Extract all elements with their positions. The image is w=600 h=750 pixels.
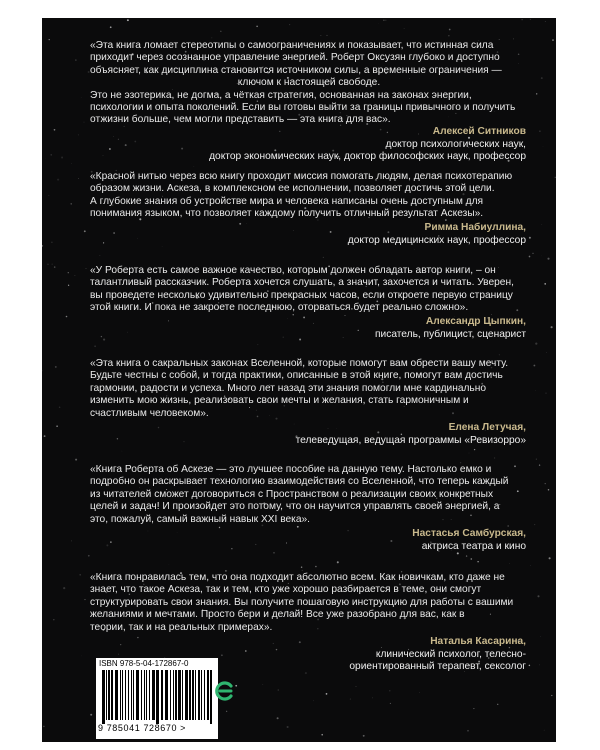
author-6 [349,636,526,674]
author-role: доктор психологических наук, [385,138,526,150]
quote-line: талантливый рассказчик. Роберта хочется слушать, а значит, захочется и читать. Уверен, [90,277,514,289]
quote-line: психологии и опыта поколений. Если вы готовы выйти за границы привычного и получить [90,102,516,114]
quote-line: этой книги. И пока не закроете последнюю, оторваться будет реально сложно». [90,302,469,314]
quote-line: объясняет, как дисциплина становится источником силы, а временные ограничения — [90,64,502,76]
author-name: Александр Цыпкин, [425,316,526,327]
quote-line: «У Роберта есть самое важное качество, которым должен обладать автор книги, – он [90,265,496,276]
author-role: доктор медицинских наук, профессор [347,234,526,246]
author-role: клинический психолог, телесно- [375,648,526,660]
quote-line: знает, что такое Аскеза, так и тем, кто уже хорошо разбирается в теме, они смогут [90,584,482,596]
quote-line: вы проведете несколько удивительно прекрасных часов, если откроете первую страницу [90,289,513,301]
quote-line: понимания языком, что позволяет каждому получить отличный результат Аскезы». [90,208,484,220]
author-name: Настасья Самбурская, [412,528,526,539]
author-3 [375,316,526,341]
author-role: ориентированный терапевт, сексолог [349,661,526,673]
quote-1 [90,40,528,127]
quote-line: желаниями и мечтами. Просто бери и делай! Все уже разобрано для вас, как в [90,609,465,621]
author-role: доктор экономических наук, доктор философских наук, профессор [209,151,526,163]
back-cover [42,18,556,742]
quote-6 [90,572,528,634]
quote-line: А глубокие знания об устройстве мира и человека написаны очень доступным для [90,195,484,207]
quote-line: «Эта книга ломает стереотипы о самоограничениях и показывает, что истинная сила [90,40,494,51]
publisher-logo-icon [214,680,236,702]
quote-line: «Красной нитью через всю книгу проходит миссия помогать людям, делая психотерапию [90,171,513,182]
isbn-barcode [96,658,218,739]
barcode-digits: 9 785041 728670 > [98,723,187,733]
quote-line: Это не эзотерика, не догма, а чёткая стратегия, основанная на законах энергии, [90,89,472,101]
author-role: актриса театра и кино [421,540,526,552]
quote-line: приходит через осознанное управление энергией. Роберт Оксузян глубоко и доступно [90,52,500,64]
quote-line: «Эта книга о сакральных законах Вселенной, которые помогут вам обрести вашу мечту. [90,358,509,369]
barcode-bars [102,670,214,724]
quote-5 [90,464,528,526]
author-name: Наталья Касарина, [430,636,526,647]
quote-line: «Книга Роберта об Аскезе — это лучшее пособие на данную тему. Настолько емко и [90,464,492,475]
author-name: Алексей Ситников [432,126,526,137]
author-role: телеведущая, ведущая программы «Ревизорро» [295,434,526,446]
quote-4 [90,358,528,420]
quote-line: ключом к настоящей свободе. [237,77,381,89]
author-role: писатель, публицист, сценарист [375,328,526,340]
quote-line: Будьте честны с собой, и тогда практики, описанные в этой книге, помогут вам достичь [90,370,503,382]
quote-line: структурировать свои знания. Вы получите пошаговую инструкцию для работы с вашими [90,596,514,608]
quote-line: из читателей сможет договориться с Пространством о реализации своих конкретных [90,488,494,500]
quote-line: подробно он раскрывает технологию взаимодействия со Вселенной, что теперь каждый [90,476,509,488]
author-name: Елена Летучая, [448,422,526,433]
quote-line: изменить мою жизнь, реализовать свои мечты и желания, стать гармоничным и [90,395,469,407]
quote-2 [90,171,528,221]
quote-line: это, пожалуй, самый важный навык XXI века». [90,513,311,525]
author-2 [348,222,526,247]
quote-line: гармонии, радости и успеха. Много лет назад эти знания помогли мне кардинально [90,382,487,394]
author-name: Римма Набиуллина, [424,222,526,233]
quote-line: отжизни больше, чем могли представить — эта книга для вас». [90,114,391,126]
quote-line: целей и задач! И произойдет это потому, что он научится управлять своей энергией, а [90,501,500,513]
quote-line: образом жизни. Аскеза, в комплексном ее исполнении, позволяет достичь этой цели. [90,183,495,195]
author-1 [209,126,526,164]
quote-3 [90,265,528,315]
quote-line: «Книга понравилась тем, что она подходит абсолютно всем. Как новичкам, кто даже не [90,572,505,583]
isbn-text: ISBN 978-5-04-172867-0 [99,659,189,668]
author-4 [296,422,526,447]
quote-line: теории, так и на реальных примерах». [90,621,273,633]
author-5 [412,528,526,553]
quote-line: счастливым человеком». [90,407,209,419]
